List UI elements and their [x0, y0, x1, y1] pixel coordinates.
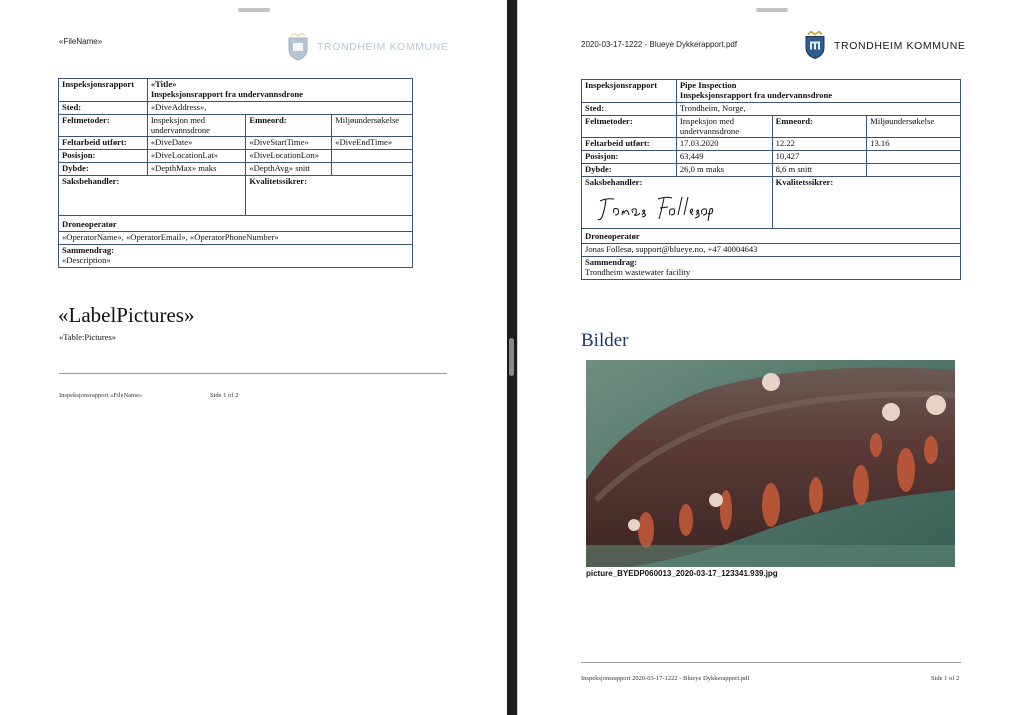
report-title: «Title» — [150, 79, 177, 89]
value-sammendrag: «Description» — [62, 254, 111, 265]
label-droneoperator: Droneoperatør — [59, 216, 413, 232]
label-sammendrag: Sammendrag: — [62, 244, 115, 255]
value-depth-avg: «DepthAvg» snitt — [246, 163, 332, 176]
label-emneord: Emneord: — [246, 114, 332, 137]
label-pictures-heading: «LabelPictures» — [58, 303, 195, 327]
report-subtitle: Inspeksjonsrapport fra undervannsdrone — [150, 88, 303, 99]
split-handle-icon[interactable] — [509, 338, 514, 376]
empty-cell — [332, 150, 413, 163]
footer-left-text: Inspeksjonsrapport 2020-03-17-1222 - Blueye Dykkerapport.pdf — [581, 675, 750, 682]
label-dybde: Dybde: — [582, 164, 677, 177]
value-dive-date: «DiveDate» — [147, 137, 246, 150]
value-sted: Trondheim, Norge, — [676, 102, 960, 115]
coat-of-arms-icon — [287, 33, 309, 61]
value-emneord: Miljøundersøkelse — [867, 115, 961, 138]
footer-divider — [581, 662, 961, 663]
sammendrag-cell — [582, 256, 961, 279]
handwritten-signature — [596, 193, 716, 225]
logo-text: TRONDHEIM KOMMUNE — [317, 41, 449, 53]
logo-text: TRONDHEIM KOMMUNE — [834, 39, 966, 52]
footer-page-number: Side 1 of 2 — [210, 392, 239, 399]
value-feltmetoder: Inspeksjon med undervannsdrone — [147, 114, 246, 137]
value-lon: 10,427 — [772, 151, 867, 164]
label-saksbehandler: Saksbehandler: — [585, 177, 643, 187]
label-kvalitetssikrer: Kvalitetssikrer: — [772, 177, 960, 229]
template-document-pane[interactable] — [0, 0, 507, 715]
saksbehandler-cell — [582, 177, 773, 229]
label-inspeksjonsrapport: Inspeksjonsrapport — [59, 79, 148, 102]
trondheim-logo — [287, 33, 449, 61]
coat-of-arms-icon — [804, 31, 826, 60]
sammendrag-cell — [59, 244, 413, 267]
label-sted: Sted: — [59, 101, 148, 114]
filled-document-pane[interactable] — [517, 0, 1024, 715]
value-lat: «DiveLocationLat» — [147, 150, 246, 163]
value-droneoperator: Jonas Follesø, support@blueye.no, +47 40004643 — [582, 243, 961, 256]
label-posisjon: Posisjon: — [59, 150, 148, 163]
value-droneoperator: «OperatorName», «OperatorEmail», «OperatorPhoneNumber» — [59, 231, 413, 244]
drag-grip-icon[interactable] — [238, 8, 270, 12]
filename-field: «FileName» — [59, 37, 103, 46]
label-feltarbeid: Feltarbeid utført: — [59, 137, 148, 150]
label-dybde: Dybde: — [59, 163, 148, 176]
report-subtitle: Inspeksjonsrapport fra undervannsdrone — [679, 89, 833, 100]
value-dive-start: 12.22 — [772, 138, 867, 151]
label-emneord: Emneord: — [772, 115, 867, 138]
value-emneord: Miljøundersøkelse — [332, 114, 413, 137]
pipe-inspection-image — [586, 360, 955, 567]
value-sted: «DiveAddress», — [147, 101, 412, 114]
empty-cell — [332, 163, 413, 176]
value-lon: «DiveLocationLon» — [246, 150, 332, 163]
label-feltmetoder: Feltmetoder: — [582, 115, 677, 138]
report-title-cell — [676, 80, 960, 103]
label-droneoperator: Droneoperatør — [582, 229, 961, 244]
value-feltmetoder: Inspeksjon med undervannsdrone — [676, 115, 772, 138]
value-sammendrag: Trondheim wastewater facility — [585, 266, 691, 277]
bilder-heading: Bilder — [581, 330, 629, 351]
footer-divider — [59, 373, 447, 374]
empty-cell — [867, 151, 961, 164]
label-posisjon: Posisjon: — [582, 151, 677, 164]
value-dive-end: «DiveEndTime» — [332, 137, 413, 150]
inspection-info-table — [581, 79, 961, 280]
label-feltmetoder: Feltmetoder: — [59, 114, 148, 137]
report-title: Pipe Inspection — [679, 80, 737, 90]
label-sted: Sted: — [582, 102, 677, 115]
label-sammendrag: Sammendrag: — [585, 256, 638, 267]
value-depth-max: 26,0 m maks — [676, 164, 772, 177]
value-dive-end: 13.16 — [867, 138, 961, 151]
value-depth-avg: 8,6 m snitt — [772, 164, 867, 177]
label-saksbehandler: Saksbehandler: — [59, 176, 246, 216]
inspection-info-table — [58, 78, 413, 268]
value-lat: 63,449 — [676, 151, 772, 164]
label-feltarbeid: Feltarbeid utført: — [582, 138, 677, 151]
label-kvalitetssikrer: Kvalitetssikrer: — [246, 176, 413, 216]
value-depth-max: «DepthMax» maks — [147, 163, 246, 176]
label-inspeksjonsrapport: Inspeksjonsrapport — [582, 80, 677, 103]
drag-grip-icon[interactable] — [756, 8, 788, 12]
value-dive-date: 17.03.2020 — [676, 138, 772, 151]
empty-cell — [867, 164, 961, 177]
filename-field: 2020-03-17-1222 - Blueye Dykkerapport.pdf — [581, 40, 738, 49]
underwater-pipe-photo[interactable] — [586, 360, 955, 567]
footer-page-number: Side 1 of 2 — [931, 675, 960, 682]
report-title-cell — [147, 79, 412, 102]
trondheim-logo — [804, 31, 966, 60]
value-dive-start: «DiveStartTime» — [246, 137, 332, 150]
footer-left-text: Inspeksjonsrapport «FileName» — [59, 392, 143, 399]
table-pictures-placeholder: «Table:Pictures» — [59, 332, 117, 342]
picture-caption: picture_BYEDP060013_2020-03-17_123341.939.jpg — [586, 569, 778, 578]
